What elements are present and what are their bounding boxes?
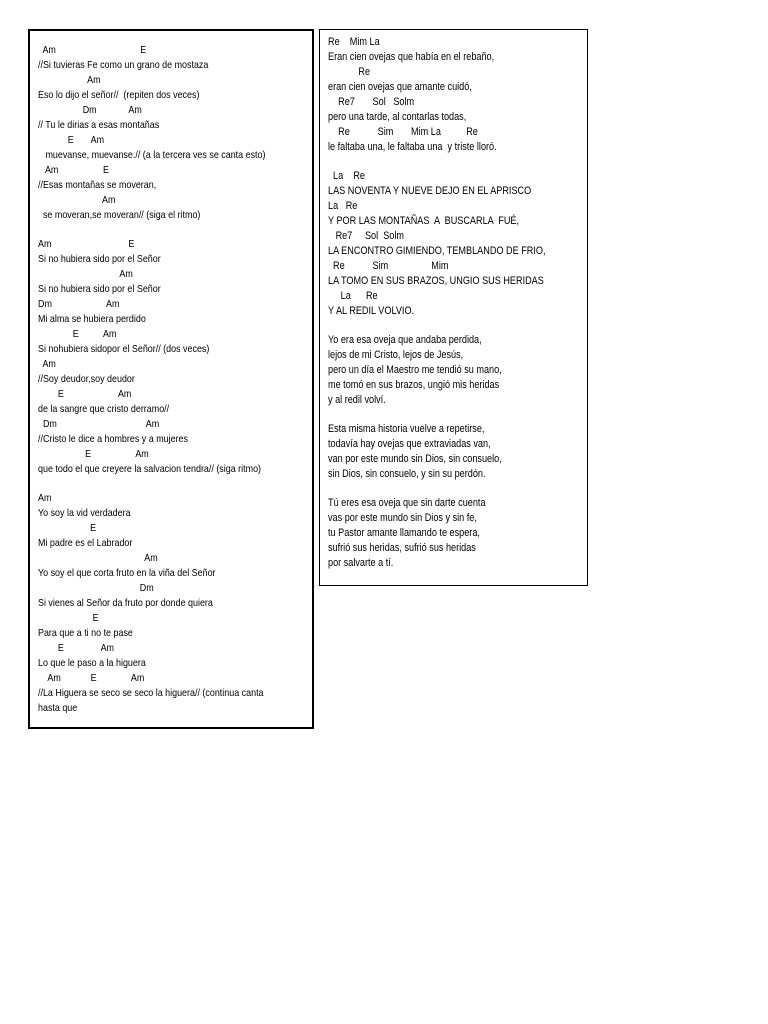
left-lyric-line: Dm Am	[38, 419, 160, 430]
right-lyric-line: Tú eres esa oveja que sin darte cuenta	[328, 497, 486, 509]
left-lyric-line: Am	[38, 553, 158, 564]
left-lyric-line: // Tu le dirias a esas montañas	[38, 120, 160, 131]
left-lyric-line: Si no hubiera sido por el Señor	[38, 284, 161, 295]
left-lyric-line: //Esas montañas se moveran,	[38, 180, 157, 191]
left-lyric-line: Dm	[38, 583, 154, 594]
left-lyric-line: E Am	[38, 389, 132, 400]
right-lyric-line: pero una tarde, al contarlas todas,	[328, 111, 467, 123]
right-lyric-line: La Re	[328, 200, 358, 212]
left-lyric-line: Am E	[38, 165, 110, 176]
left-lyric-line: Am	[38, 359, 56, 370]
right-lyric-line: le faltaba una, le faltaba una y triste lloró.	[328, 141, 497, 153]
right-lyric-line: sufrió sus heridas, sufrió sus heridas	[328, 542, 476, 554]
right-lyric-line: sin Dios, sin consuelo, y sin su perdón.	[328, 468, 486, 480]
left-lyric-line: Am	[38, 195, 116, 206]
right-lyric-line: pero un día el Maestro me tendió su mano,	[328, 364, 502, 376]
left-lyric-line: E Am	[38, 329, 117, 340]
left-lyric-line: de la sangre que cristo derramo//	[38, 404, 170, 415]
left-lyric-line: Am	[38, 269, 133, 280]
right-lyric-line: Re	[328, 66, 371, 78]
left-lyric-line: Lo que le paso a la higuera	[38, 658, 146, 669]
left-lyric-line: Am	[38, 493, 52, 504]
left-lyric-line: Mi padre es el Labrador	[38, 538, 133, 549]
left-lyric-line: Dm Am	[38, 105, 142, 116]
left-lyric-line: Para que a ti no te pase	[38, 628, 133, 639]
right-lyric-line: lejos de mi Cristo, lejos de Jesús,	[328, 349, 464, 361]
right-lyric-line: Re7 Sol Solm	[328, 230, 404, 242]
left-lyric-line: Am E	[38, 45, 147, 56]
left-lyric-line: //Cristo le dice a hombres y a mujeres	[38, 434, 188, 445]
left-lyric-line: Am E Am	[38, 673, 145, 684]
left-lyric-line: Si nohubiera sidopor el Señor// (dos veces)	[38, 344, 210, 355]
right-lyric-line: LA TOMO EN SUS BRAZOS, UNGIO SUS HERIDAS	[328, 275, 544, 287]
left-lyric-line: E Am	[38, 449, 149, 460]
left-lyric-line: Si vienes al Señor da fruto por donde quiera	[38, 598, 213, 609]
right-lyrics-box	[319, 29, 588, 586]
left-lyric-line: se moveran,se moveran// (siga el ritmo)	[38, 210, 201, 221]
right-lyric-line: Re Sim Mim	[328, 260, 449, 272]
left-lyric-line: E Am	[38, 643, 114, 654]
right-lyrics-lines	[320, 30, 587, 585]
right-lyric-line: La Re	[328, 290, 378, 302]
left-lyrics-lines	[30, 31, 312, 727]
left-lyric-line: muevanse, muevanse.// (a la tercera ves se canta esto)	[38, 150, 266, 161]
right-lyric-line: por salvarte a tí.	[328, 557, 394, 569]
left-lyric-line: //Si tuvieras Fe como un grano de mostaza	[38, 60, 209, 71]
right-lyric-line: Esta misma historia vuelve a repetirse,	[328, 423, 485, 435]
left-lyric-line: //La Higuera se seco se seco la higuera// (continua canta	[38, 688, 264, 699]
left-lyric-line: E Am	[38, 135, 105, 146]
right-lyric-line: me tomó en sus brazos, ungió mis heridas	[328, 379, 500, 391]
right-lyric-line: LAS NOVENTA Y NUEVE DEJO EN EL APRISCO	[328, 185, 532, 197]
right-lyric-line: La Re	[328, 170, 365, 182]
right-lyric-line: tu Pastor amante llamando te espera,	[328, 527, 480, 539]
left-lyric-line: Mi alma se hubiera perdido	[38, 314, 146, 325]
right-lyric-line: van por este mundo sin Dios, sin consuelo,	[328, 453, 502, 465]
left-lyric-line: Yo soy la vid verdadera	[38, 508, 131, 519]
right-lyric-line: Y AL REDIL VOLVIO.	[328, 305, 415, 317]
left-lyric-line: Am E	[38, 239, 135, 250]
right-lyric-line: Re Sim Mim La Re	[328, 126, 478, 138]
right-lyric-line: Re Mim La	[328, 36, 380, 48]
left-lyric-line: Si no hubiera sido por el Señor	[38, 254, 161, 265]
left-lyric-line: que todo el que creyere la salvacion tendra// (siga ritmo)	[38, 464, 262, 475]
right-lyric-line: eran cien ovejas que amante cuidó,	[328, 81, 472, 93]
right-lyric-line: y al redil volví.	[328, 394, 386, 406]
right-lyric-line: Yo era esa oveja que andaba perdida,	[328, 334, 482, 346]
left-lyric-line: E	[38, 523, 97, 534]
right-lyric-line: Y POR LAS MONTAÑAS A BUSCARLA FUÉ,	[328, 215, 520, 227]
right-lyric-line: Re7 Sol Solm	[328, 96, 415, 108]
left-lyric-line: E	[38, 613, 99, 624]
right-lyric-line: LA ENCONTRO GIMIENDO, TEMBLANDO DE FRIO,	[328, 245, 546, 257]
right-lyric-line: todavía hay ovejas que extraviadas van,	[328, 438, 491, 450]
left-lyric-line: //Soy deudor,soy deudor	[38, 374, 135, 385]
left-lyric-line: Eso lo dijo el señor// (repiten dos veces)	[38, 90, 200, 101]
left-lyric-line: Am	[38, 75, 101, 86]
left-lyric-line: Dm Am	[38, 299, 120, 310]
right-lyric-line: vas por este mundo sin Dios y sin fe,	[328, 512, 477, 524]
right-lyric-line: Eran cien ovejas que había en el rebaño,	[328, 51, 495, 63]
left-lyrics-box	[28, 29, 314, 729]
left-lyric-line: hasta que	[38, 703, 78, 714]
left-lyric-line: Yo soy el que corta fruto en la viña del Señor	[38, 568, 216, 579]
